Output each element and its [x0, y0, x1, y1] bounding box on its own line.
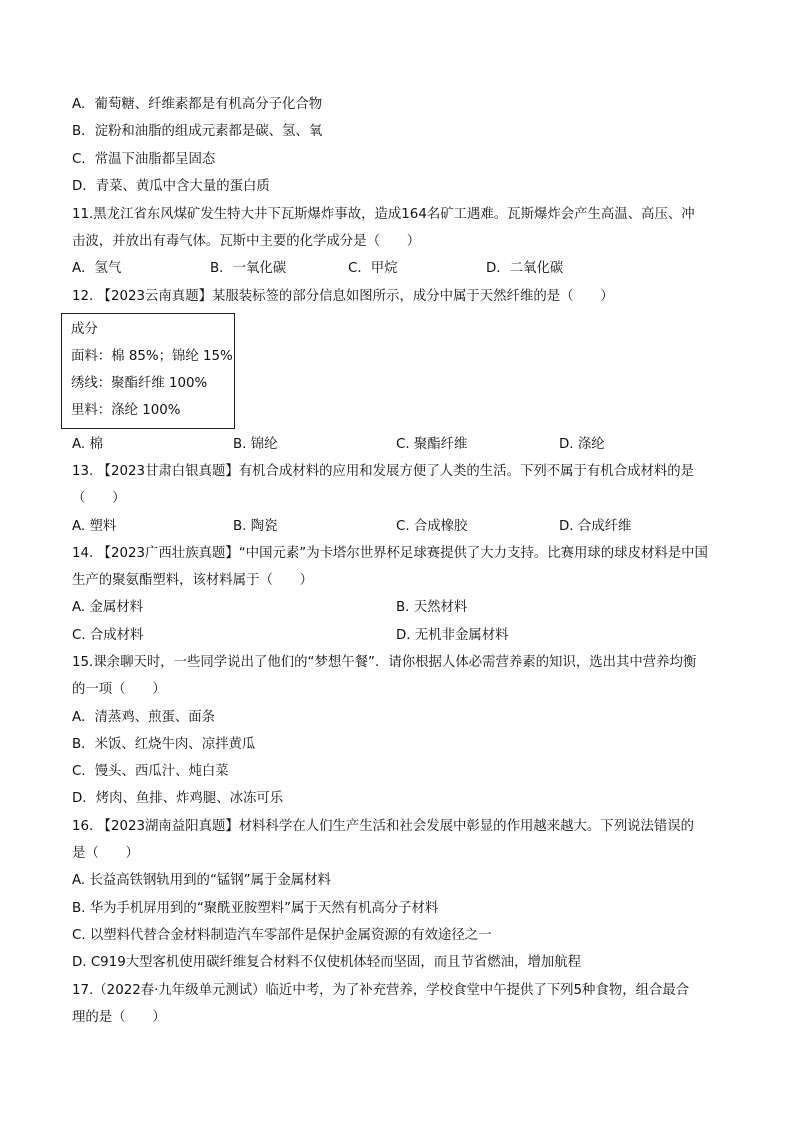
- q14-stem-line-1: 14. 【2023广西壮族真题】“中国元素”为卡塔尔世界杯足球赛提供了大力支持。比赛用球的球皮材料是中国: [72, 546, 708, 561]
- q12-stem: 12. 【2023云南真题】某服装标签的部分信息如图所示，成分中属于天然纤维的是（ ）: [72, 289, 614, 304]
- q14-option-c: C. 合成材料: [72, 628, 144, 643]
- q16-option-c: C. 以塑料代替合金材料制造汽车零部件是保护金属资源的有效途径之一: [72, 928, 492, 943]
- q11-option-b: B．一氧化碳: [210, 261, 287, 276]
- clothing-label-box: [61, 313, 235, 429]
- q16-option-b: B. 华为手机屏用到的“聚酰亚胺塑料”属于天然有机高分子材料: [72, 901, 439, 916]
- q14-option-a: A. 金属材料: [72, 600, 143, 615]
- q17-stem-line-1: 17.（2022春·九年级单元测试）临近中考，为了补充营养，学校食堂中午提供了下列5种食物，组合最合: [72, 983, 690, 998]
- q11-stem-line-2: 击波，并放出有毒气体。瓦斯中主要的化学成分是（ ）: [72, 234, 421, 249]
- label-title: 成分: [71, 322, 98, 337]
- q13-stem-line-1: 13. 【2023甘肃白银真题】有机合成材料的应用和发展方便了人类的生活。下列不属于有机合成材料的是: [72, 464, 695, 479]
- q14-option-b: B. 天然材料: [396, 600, 468, 615]
- q15-option-c: C．馒头、西瓜汁、炖白菜: [72, 764, 229, 779]
- label-thread: 绣线：聚酯纤维 100%: [71, 376, 208, 391]
- q11-option-c: C．甲烷: [348, 261, 398, 276]
- label-fabric: 面料：棉 85%；锦纶 15%: [71, 349, 233, 364]
- q15-stem-line-2: 的一项（ ）: [72, 682, 166, 697]
- q13-option-c: C. 合成橡胶: [396, 519, 468, 534]
- q11-option-a: A．氢气: [72, 261, 122, 276]
- q16-option-d: D. C919大型客机使用碳纤维复合材料不仅使机体轻而坚固，而且节省燃油，增加航程: [72, 955, 582, 970]
- q13-option-a: A. 塑料: [72, 519, 117, 534]
- q13-option-b: B. 陶瓷: [233, 519, 278, 534]
- q11-option-d: D．二氧化碳: [486, 261, 564, 276]
- q13-option-d: D. 合成纤维: [559, 519, 632, 534]
- label-lining: 里料：涤纶 100%: [71, 403, 181, 418]
- q10-option-c: C．常温下油脂都呈固态: [72, 152, 216, 167]
- q13-stem-line-2: （ ）: [72, 491, 126, 506]
- q12-option-a: A. 棉: [72, 437, 103, 452]
- q12-option-d: D. 涤纶: [559, 437, 605, 452]
- q16-stem-line-2: 是（ ）: [72, 846, 139, 861]
- q16-stem-line-1: 16. 【2023湖南益阳真题】材料科学在人们生产生活和社会发展中彰显的作用越来越大。下列说法错误的: [72, 819, 695, 834]
- q10-option-d: D．青菜、黄瓜中含大量的蛋白质: [72, 179, 270, 194]
- q16-option-a: A. 长益高铁钢轨用到的“锰钢”属于金属材料: [72, 873, 331, 888]
- q14-option-d: D. 无机非金属材料: [396, 628, 509, 643]
- q14-stem-line-2: 生产的聚氨酯塑料，该材料属于（ ）: [72, 573, 314, 588]
- q10-option-a: A．葡萄糖、纤维素都是有机高分子化合物: [72, 97, 323, 112]
- q15-option-d: D．烤肉、鱼排、炸鸡腿、冰冻可乐: [72, 791, 284, 806]
- q12-option-c: C. 聚酯纤维: [396, 437, 468, 452]
- q15-option-a: A．清蒸鸡、煎蛋、面条: [72, 710, 216, 725]
- q12-option-b: B. 锦纶: [233, 437, 278, 452]
- q17-stem-line-2: 理的是（ ）: [72, 1010, 166, 1025]
- q11-stem-line-1: 11.黑龙江省东风煤矿发生特大井下瓦斯爆炸事故，造成164名矿工遇难。瓦斯爆炸会产生高温、高压、冲: [72, 207, 695, 222]
- q10-option-b: B．淀粉和油脂的组成元素都是碳、氢、氧: [72, 124, 323, 139]
- q15-stem-line-1: 15.课余聊天时，一些同学说出了他们的“梦想午餐”．请你根据人体必需营养素的知识，选出其中营养均衡: [72, 655, 697, 670]
- q15-option-b: B．米饭、红烧牛肉、凉拌黄瓜: [72, 737, 256, 752]
